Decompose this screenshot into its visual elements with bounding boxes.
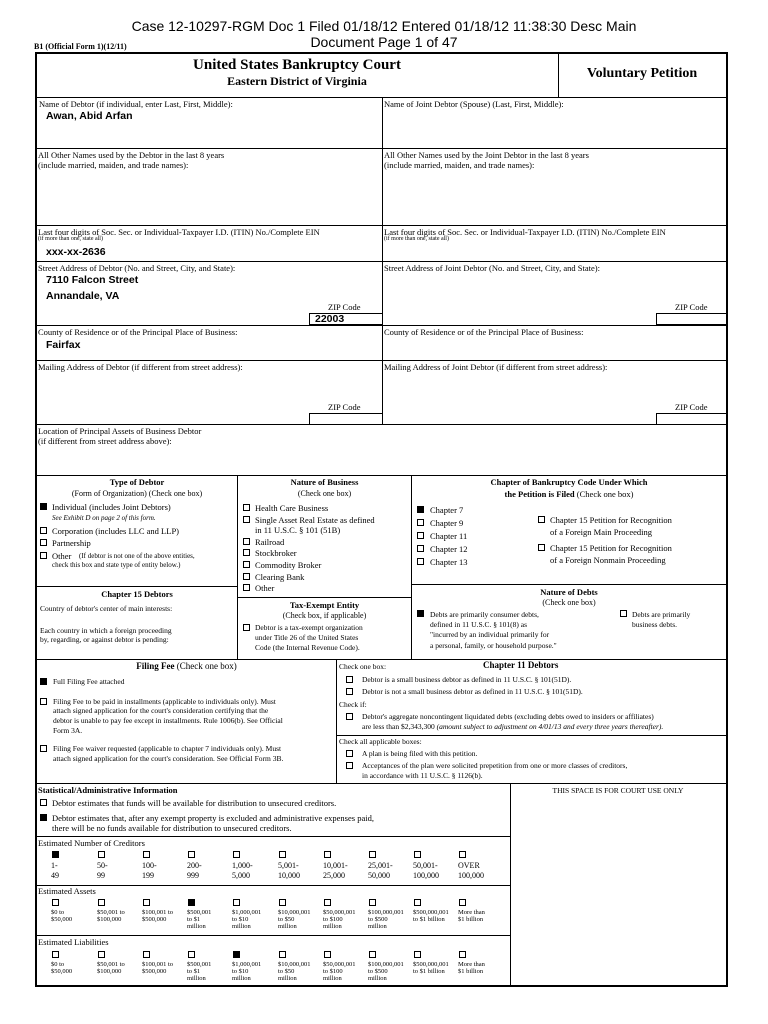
creditors-range-label: 25,001- 50,000 <box>368 861 393 880</box>
assets-range-label: $500,000,001 to $1 billion <box>413 909 449 923</box>
liabilities-range-label: $100,001 to $500,000 <box>142 961 174 975</box>
other-business-label: Other <box>255 583 275 593</box>
joint-other-names-label: All Other Names used by the Joint Debtor in the last 8 years <box>384 150 589 160</box>
chapter-15-nonmain-label: Chapter 15 Petition for Recognition <box>550 543 672 553</box>
assets-title: Estimated Assets <box>38 886 96 896</box>
plan-filed-checkbox[interactable] <box>346 750 353 757</box>
case-header-line2: Document Page 1 of 47 <box>310 34 458 50</box>
assets-range-label: $100,000,001 to $500 million <box>368 909 404 930</box>
individual-note: See Exhibit D on page 2 of this form. <box>52 514 156 522</box>
chapter-9-label: Chapter 9 <box>430 518 464 528</box>
creditors-range-label: 1,000- 5,000 <box>232 861 253 880</box>
no-funds-checkbox[interactable] <box>40 814 47 821</box>
street-line1: 7110 Falcon Street <box>46 274 139 286</box>
joint-mailing-label: Mailing Address of Joint Debtor (if different from street address): <box>384 362 608 372</box>
assets-range-label: $100,001 to $500,000 <box>142 909 174 923</box>
mailing-zip-label: ZIP Code <box>328 402 361 412</box>
liabilities-range-checkbox[interactable] <box>143 951 150 958</box>
chapter-9-checkbox[interactable] <box>417 519 424 526</box>
creditors-range-checkbox[interactable] <box>369 851 376 858</box>
chapter-7-label: Chapter 7 <box>430 505 464 515</box>
liabilities-range-label: $10,000,001 to $50 million <box>278 961 311 982</box>
street-label: Street Address of Debtor (No. and Street, City, and State): <box>38 263 236 273</box>
liabilities-range-label: $100,000,001 to $500 million <box>368 961 404 982</box>
chapter-12-checkbox[interactable] <box>417 545 424 552</box>
other-entity-checkbox[interactable] <box>40 552 47 559</box>
court-title: United States Bankruptcy Court <box>193 57 401 73</box>
business-debts-label: Debts are primarily <box>632 610 691 619</box>
installments-label-3: debtor is unable to pay fee except in installments. Rule 1006(b). See Official <box>53 716 283 725</box>
assets-range-checkbox[interactable] <box>233 899 240 906</box>
creditors-range-checkbox[interactable] <box>279 851 286 858</box>
consumer-debts-label: Debts are primarily consumer debts, <box>430 610 539 619</box>
liabilities-range-label: More than $1 billion <box>458 961 485 975</box>
assets-range-label: $50,000,001 to $100 million <box>323 909 356 930</box>
funds-available-label: Debtor estimates that funds will be available for distribution to unsecured creditors. <box>52 798 337 808</box>
assets-range-label: More than $1 billion <box>458 909 485 923</box>
assets-range-checkbox[interactable] <box>143 899 150 906</box>
liabilities-range-label: $50,001 to $100,000 <box>97 961 125 975</box>
corporation-checkbox[interactable] <box>40 527 47 534</box>
consumer-debts-label-4: a personal, family, or household purpose." <box>430 641 557 650</box>
assets-range-checkbox[interactable] <box>459 899 466 906</box>
consumer-debts-checkbox[interactable] <box>417 610 424 617</box>
ssn-sub: (if more than one, state all) <box>38 236 103 242</box>
liabilities-range-label: $0 to $50,000 <box>51 961 73 975</box>
installments-label-2: attach signed application for the court's consideration certifying that the <box>53 706 269 715</box>
assets-range-label: $0 to $50,000 <box>51 909 73 923</box>
single-asset-label-2: in 11 U.S.C. § 101 (51B) <box>255 525 341 535</box>
chapter-15-nonmain-checkbox[interactable] <box>538 544 545 551</box>
tax-exempt-title: Tax-Exempt Entity <box>289 600 360 610</box>
debtor-county: Fairfax <box>46 339 81 351</box>
clearing-bank-checkbox[interactable] <box>243 573 250 580</box>
other-names-label-2: (include married, maiden, and trade names): <box>38 160 189 170</box>
location-label: Location of Principal Assets of Business Debtor <box>38 426 202 436</box>
railroad-label: Railroad <box>255 537 285 547</box>
commodity-broker-label: Commodity Broker <box>255 560 322 570</box>
creditors-range-label: 200- 999 <box>187 861 202 880</box>
location-label-2: (if different from street address above): <box>38 436 172 446</box>
other-names-label: All Other Names used by the Debtor in the last 8 years <box>38 150 225 160</box>
liabilities-range-checkbox[interactable] <box>188 951 195 958</box>
liabilities-range-checkbox[interactable] <box>324 951 331 958</box>
nature-of-business-title: Nature of Business <box>290 477 359 487</box>
chapter-15-nonmain-label-2: of a Foreign Nonmain Proceeding <box>550 555 666 565</box>
joint-zip-label: ZIP Code <box>675 302 708 312</box>
business-debts-checkbox[interactable] <box>620 610 627 617</box>
ch11-check-all: Check all applicable boxes: <box>339 737 422 746</box>
aggregate-debts-label: Debtor's aggregate noncontingent liquidated debts (excluding debts owed to insiders or affiliates) <box>362 712 654 721</box>
joint-zip-box <box>656 313 727 325</box>
health-care-checkbox[interactable] <box>243 504 250 511</box>
chapter15-debtors-title: Chapter 15 Debtors <box>101 589 173 599</box>
nature-of-debts-title: Nature of Debts <box>540 587 598 597</box>
single-asset-label: Single Asset Real Estate as defined <box>255 515 375 525</box>
business-debts-label-2: business debts. <box>632 620 677 629</box>
single-asset-checkbox[interactable] <box>243 516 250 523</box>
country-label: Country of debtor's center of main interests: <box>40 604 173 613</box>
assets-range-checkbox[interactable] <box>98 899 105 906</box>
joint-street-label: Street Address of Joint Debtor (No. and Street, City, and State): <box>384 263 600 273</box>
tax-exempt-sub: (Check box, if applicable) <box>282 611 367 620</box>
debtor-zip: 22003 <box>315 313 345 325</box>
corporation-label: Corporation (includes LLC and LLP) <box>52 526 180 536</box>
street-line2: Annandale, VA <box>46 290 120 302</box>
health-care-label: Health Care Business <box>255 503 329 513</box>
assets-range-checkbox[interactable] <box>324 899 331 906</box>
acceptances-checkbox[interactable] <box>346 762 353 769</box>
county-label: County of Residence or of the Principal Place of Business: <box>38 327 238 337</box>
plan-filed-label: A plan is being filed with this petition. <box>362 749 478 758</box>
court-use-label: THIS SPACE IS FOR COURT USE ONLY <box>552 786 684 795</box>
not-small-business-label: Debtor is not a small business debtor as defined in 11 U.S.C. § 101(51D). <box>362 687 583 696</box>
liabilities-range-checkbox[interactable] <box>52 951 59 958</box>
assets-range-label: $500,001 to $1 million <box>187 909 212 930</box>
chapter-7-checkbox[interactable] <box>417 506 424 513</box>
liabilities-range-label: $1,000,001 to $10 million <box>232 961 262 982</box>
liabilities-range-label: $500,000,001 to $1 billion <box>413 961 449 975</box>
nature-of-business-sub: (Check one box) <box>297 489 352 498</box>
assets-range-checkbox[interactable] <box>188 899 195 906</box>
consumer-debts-label-3: "incurred by an individual primarily for <box>430 630 550 639</box>
liabilities-range-label: $50,000,001 to $100 million <box>323 961 356 982</box>
chapter-11-checkbox[interactable] <box>417 532 424 539</box>
small-business-label: Debtor is a small business debtor as defined in 11 U.S.C. § 101(51D). <box>362 675 572 684</box>
chapter-title-2: the Petition is Filed <box>504 489 575 499</box>
statistical-title: Statistical/Administrative Information <box>38 785 178 795</box>
tax-exempt-label: Debtor is a tax-exempt organization <box>255 623 363 632</box>
commodity-broker-checkbox[interactable] <box>243 561 250 568</box>
consumer-debts-label-2: defined in 11 U.S.C. § 101(8) as <box>430 620 528 629</box>
debtor-name-label: Name of Debtor (if individual, enter Last, First, Middle): <box>39 99 233 109</box>
liabilities-range-checkbox[interactable] <box>98 951 105 958</box>
joint-ssn-label: Last four digits of Soc. Sec. or Individual-Taxpayer I.D. (ITIN) No./Complete EIN <box>384 227 666 237</box>
liabilities-title: Estimated Liabilities <box>38 937 109 947</box>
joint-mailing-zip-label: ZIP Code <box>675 402 708 412</box>
liabilities-range-checkbox[interactable] <box>279 951 286 958</box>
creditors-range-checkbox[interactable] <box>52 851 59 858</box>
liabilities-range-checkbox[interactable] <box>369 951 376 958</box>
installments-label-4: Form 3A. <box>53 726 83 735</box>
chapter-title-check: (Check one box) <box>576 489 634 499</box>
chapter-13-label: Chapter 13 <box>430 557 468 567</box>
not-small-business-checkbox[interactable] <box>346 688 353 695</box>
individual-label: Individual (includes Joint Debtors) <box>52 502 171 512</box>
railroad-checkbox[interactable] <box>243 538 250 545</box>
small-business-checkbox[interactable] <box>346 676 353 683</box>
case-header-line1: Case 12-10297-RGM Doc 1 Filed 01/18/12 Entered 01/18/12 11:38:30 Desc Main <box>131 18 637 34</box>
creditors-range-checkbox[interactable] <box>98 851 105 858</box>
creditors-range-checkbox[interactable] <box>414 851 421 858</box>
other-entity-note2: check this box and state type of entity below.) <box>52 561 181 569</box>
aggregate-debts-checkbox[interactable] <box>346 713 353 720</box>
creditors-title: Estimated Number of Creditors <box>38 838 145 848</box>
clearing-bank-label: Clearing Bank <box>255 572 305 582</box>
partnership-checkbox[interactable] <box>40 539 47 546</box>
court-district: Eastern District of Virginia <box>227 74 367 88</box>
filing-fee-sub: (Check one box) <box>176 661 237 671</box>
other-entity-note1: (If debtor is not one of the above entities, <box>79 552 195 560</box>
creditors-range-checkbox[interactable] <box>459 851 466 858</box>
chapter-11-label: Chapter 11 <box>430 531 468 541</box>
joint-name-label: Name of Joint Debtor (Spouse) (Last, First, Middle): <box>384 99 564 109</box>
assets-range-checkbox[interactable] <box>369 899 376 906</box>
form-id: B1 (Official Form 1)(12/11) <box>34 42 127 51</box>
stockbroker-checkbox[interactable] <box>243 549 250 556</box>
full-fee-label: Full Filing Fee attached <box>53 677 125 686</box>
acceptances-label: Acceptances of the plan were solicited prepetition from one or more classes of creditors, <box>362 761 628 770</box>
debtor-name: Awan, Abid Arfan <box>46 110 133 122</box>
ch11-check-one: Check one box: <box>339 662 387 671</box>
creditors-range-checkbox[interactable] <box>188 851 195 858</box>
joint-ssn-sub: (if more than one, state all) <box>384 236 449 242</box>
type-of-debtor-title: Type of Debtor <box>109 477 165 487</box>
debtor-ssn: xxx-xx-2636 <box>46 246 106 258</box>
ch11-check-if: Check if: <box>339 700 367 709</box>
individual-checkbox[interactable] <box>40 503 47 510</box>
creditors-range-label: 1- 49 <box>51 861 59 880</box>
acceptances-label-2: in accordance with 11 U.S.C. § 1126(b). <box>362 771 483 780</box>
filing-fee-title: Filing Fee <box>136 661 175 671</box>
aggregate-debts-amount: are less than $2,343,300 <box>362 722 435 731</box>
aggregate-debts-note: (amount subject to adjustment on 4/01/13 and every three years thereafter). <box>436 722 664 731</box>
funds-available-checkbox[interactable] <box>40 799 47 806</box>
chapter-15-main-checkbox[interactable] <box>538 516 545 523</box>
liabilities-range-label: $500,001 to $1 million <box>187 961 212 982</box>
ch11-debtors-title: Chapter 11 Debtors <box>483 660 559 670</box>
partnership-label: Partnership <box>52 538 91 548</box>
assets-range-checkbox[interactable] <box>414 899 421 906</box>
fee-waiver-checkbox[interactable] <box>40 745 47 752</box>
fee-waiver-label: Filing Fee waiver requested (applicable to chapter 7 individuals only). Must <box>53 744 282 753</box>
chapter-15-main-label-2: of a Foreign Main Proceeding <box>550 527 652 537</box>
type-of-debtor-sub: (Form of Organization) (Check one box) <box>71 489 203 498</box>
each-country-label: Each country in which a foreign proceeding <box>40 626 172 635</box>
mailing-label: Mailing Address of Debtor (if different from street address): <box>38 362 243 372</box>
liabilities-range-checkbox[interactable] <box>459 951 466 958</box>
other-business-checkbox[interactable] <box>243 584 250 591</box>
fee-waiver-label-2: attach signed application for the court's consideration. See Official Form 3B. <box>53 754 284 763</box>
chapter-12-label: Chapter 12 <box>430 544 468 554</box>
ssn-label: Last four digits of Soc. Sec. or Individual-Taxpayer I.D. (ITIN) No./Complete EIN <box>38 227 320 237</box>
installments-label: Filing Fee to be paid in installments (applicable to individuals only). Must <box>53 697 276 706</box>
other-entity-label: Other <box>52 551 72 561</box>
creditors-range-checkbox[interactable] <box>143 851 150 858</box>
tax-exempt-label-3: Code (the Internal Revenue Code). <box>255 643 360 652</box>
creditors-range-label: 50,001- 100,000 <box>413 861 439 880</box>
assets-range-label: $1,000,001 to $10 million <box>232 909 262 930</box>
creditors-range-label: 50- 99 <box>97 861 108 880</box>
installments-checkbox[interactable] <box>40 698 47 705</box>
creditors-range-checkbox[interactable] <box>233 851 240 858</box>
full-fee-checkbox[interactable] <box>40 678 47 685</box>
chapter-title: Chapter of Bankruptcy Code Under Which <box>490 477 648 487</box>
assets-range-checkbox[interactable] <box>279 899 286 906</box>
creditors-range-checkbox[interactable] <box>324 851 331 858</box>
no-funds-label-2: there will be no funds available for distribution to unsecured creditors. <box>52 823 292 833</box>
assets-range-label: $50,001 to $100,000 <box>97 909 125 923</box>
petition-title: Voluntary Petition <box>586 66 698 81</box>
creditors-range-label: OVER 100,000 <box>458 861 484 880</box>
assets-range-label: $10,000,001 to $50 million <box>278 909 311 930</box>
stockbroker-label: Stockbroker <box>255 548 297 558</box>
no-funds-label: Debtor estimates that, after any exempt property is excluded and administrative expenses paid, <box>52 813 374 823</box>
liabilities-range-checkbox[interactable] <box>233 951 240 958</box>
nature-of-debts-sub: (Check one box) <box>542 598 596 607</box>
tax-exempt-checkbox[interactable] <box>243 624 250 631</box>
each-country-label-2: by, regarding, or against debtor is pending: <box>40 635 169 644</box>
liabilities-range-checkbox[interactable] <box>414 951 421 958</box>
joint-other-names-label-2: (include married, maiden, and trade names): <box>384 160 535 170</box>
tax-exempt-label-2: under Title 26 of the United States <box>255 633 359 642</box>
creditors-range-label: 10,001- 25,000 <box>323 861 348 880</box>
creditors-range-label: 100- 199 <box>142 861 157 880</box>
joint-county-label: County of Residence or of the Principal Place of Business: <box>384 327 584 337</box>
zip-label: ZIP Code <box>328 302 361 312</box>
assets-range-checkbox[interactable] <box>52 899 59 906</box>
creditors-range-label: 5,001- 10,000 <box>278 861 300 880</box>
chapter-13-checkbox[interactable] <box>417 558 424 565</box>
chapter-15-main-label: Chapter 15 Petition for Recognition <box>550 515 672 525</box>
